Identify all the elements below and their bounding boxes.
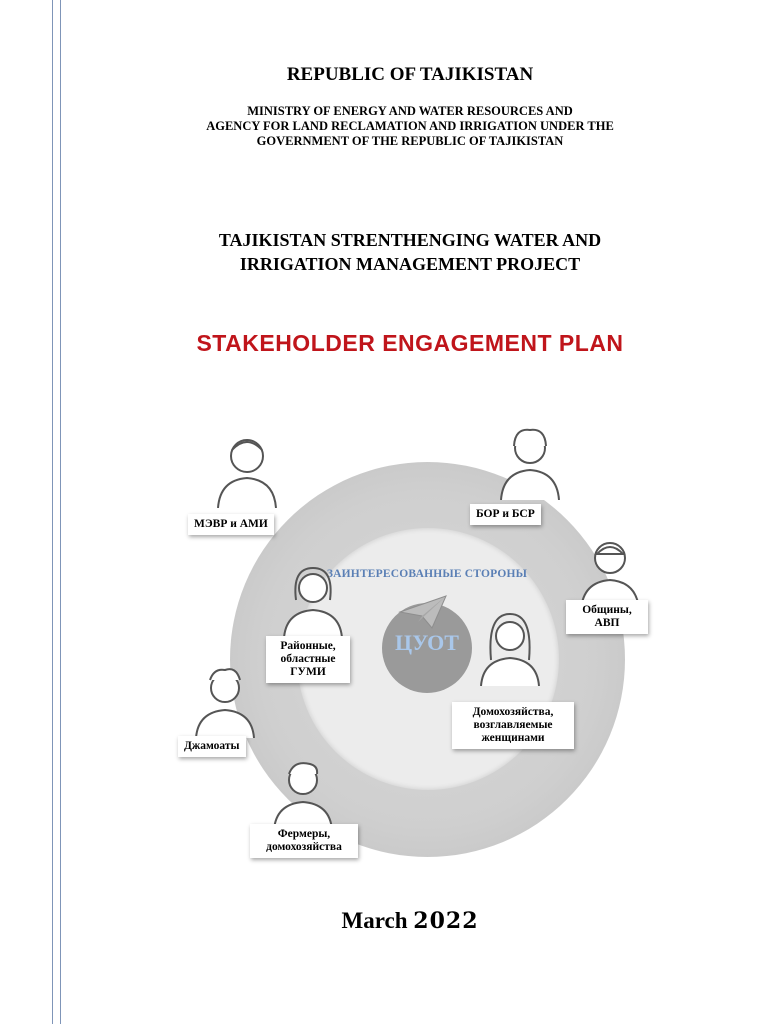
ministry-line: GOVERNMENT OF THE REPUBLIC OF TAJIKISTAN xyxy=(256,134,564,148)
stakeholders-banner: ЗАИНТЕРЕСОВАННЫЕ СТОРОНЫ xyxy=(326,568,528,580)
margin-line-left xyxy=(52,0,53,1024)
label-jamoats: Джамоаты xyxy=(178,736,246,757)
person-icon xyxy=(278,560,348,638)
label-line: Фермеры, xyxy=(277,828,331,840)
stakeholder-diagram xyxy=(160,420,680,880)
ministry-line: MINISTRY OF ENERGY AND WATER RESOURCES AND xyxy=(247,104,573,118)
label-farmers xyxy=(250,824,358,858)
label-line: Районные, xyxy=(280,640,336,652)
label-households-women xyxy=(452,702,574,749)
person-icon xyxy=(495,422,565,500)
core-label: ЦУОТ xyxy=(395,630,459,655)
person-icon xyxy=(212,430,282,508)
label-district xyxy=(266,636,350,683)
publication-date xyxy=(60,908,760,934)
person-icon xyxy=(475,608,545,686)
project-title xyxy=(60,228,760,276)
label-line: АВП xyxy=(594,617,620,629)
person-icon xyxy=(268,752,338,830)
label-line: домохозяйства xyxy=(266,841,342,853)
ministry-heading xyxy=(60,104,760,149)
person-icon xyxy=(190,660,260,738)
paper-plane-icon xyxy=(398,592,448,632)
label-line: ГУМИ xyxy=(290,666,326,678)
project-title-line: IRRIGATION MANAGEMENT PROJECT xyxy=(239,254,581,274)
label-communities xyxy=(566,600,648,634)
label-line: Домохозяйства, xyxy=(472,706,554,718)
project-title-line: TAJIKISTAN STRENTHENGING WATER AND xyxy=(218,230,602,250)
label-line: женщинами xyxy=(481,732,545,744)
label-line: возглавляемые xyxy=(473,719,553,731)
label-line: областные xyxy=(280,653,336,665)
label-line: Общины, xyxy=(582,604,632,616)
date-year: 2022 xyxy=(413,908,479,934)
ministry-line: AGENCY FOR LAND RECLAMATION AND IRRIGATION UNDER THE xyxy=(206,119,614,133)
person-icon xyxy=(575,532,645,610)
country-heading: REPUBLIC OF TAJIKISTAN xyxy=(286,64,534,85)
margin-line-right xyxy=(60,0,61,1024)
label-mevr: МЭВР и АМИ xyxy=(188,514,274,535)
label-bor: БОР и БСР xyxy=(470,504,541,525)
date-month: March xyxy=(341,908,408,933)
document-title: STAKEHOLDER ENGAGEMENT PLAN xyxy=(196,330,624,356)
